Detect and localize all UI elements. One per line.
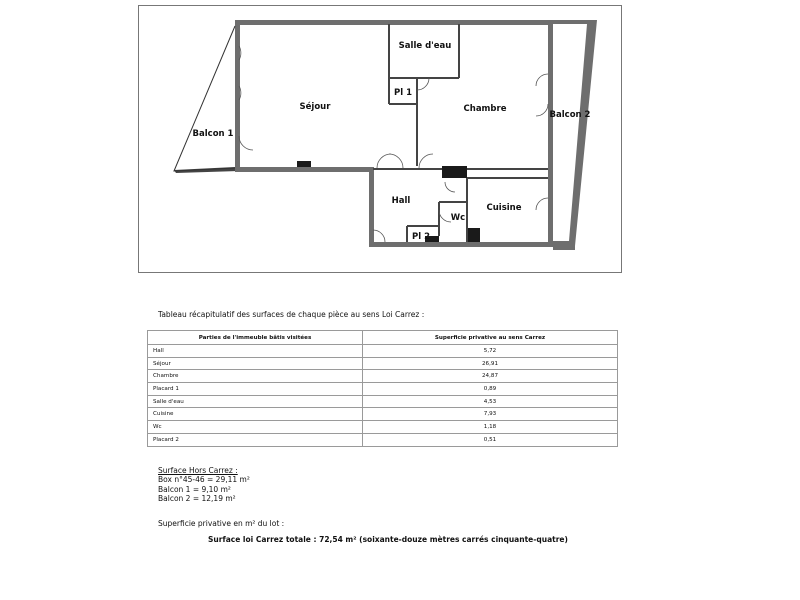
room-name: Chambre — [148, 370, 363, 383]
hors-carrez-line: Balcon 1 = 9,10 m² — [158, 484, 231, 494]
floor-plan — [138, 5, 622, 273]
room-label-balcon2: Balcon 2 — [549, 110, 591, 120]
room-name: Salle d'eau — [148, 395, 363, 408]
room-label-sejour: Séjour — [299, 102, 331, 112]
room-name: Séjour — [148, 357, 363, 370]
table-row — [148, 357, 618, 370]
room-surface: 0,51 — [363, 433, 618, 446]
hors-carrez-section — [158, 466, 250, 503]
room-name: Placard 1 — [148, 383, 363, 396]
table-row — [148, 383, 618, 396]
room-surface: 4,53 — [363, 395, 618, 408]
table-row — [148, 408, 618, 421]
column-header-superficie: Superficie privative au sens Carrez — [363, 331, 618, 345]
table-row — [148, 345, 618, 358]
room-surface: 26,91 — [363, 357, 618, 370]
room-name: Placard 2 — [148, 433, 363, 446]
lot-text: Superficie privative en m² du lot : — [158, 519, 285, 528]
room-label-pl1: Pl 1 — [393, 88, 413, 98]
hors-carrez-line: Balcon 2 = 12,19 m² — [158, 493, 236, 503]
room-name: Wc — [148, 421, 363, 434]
walls — [174, 20, 597, 250]
room-label-salle-deau: Salle d'eau — [398, 41, 452, 51]
hors-carrez-line: Box n°45-46 = 29,11 m² — [158, 475, 250, 485]
room-label-pl2: Pl 2 — [411, 232, 431, 242]
room-name: Cuisine — [148, 408, 363, 421]
room-surface: 24,87 — [363, 370, 618, 383]
total-surface: Surface loi Carrez totale : 72,54 m² (soixante-douze mètres carrés cinquante-quatre) — [208, 535, 568, 544]
room-label-hall: Hall — [391, 196, 411, 206]
table-header-row — [148, 331, 618, 345]
room-name: Hall — [148, 345, 363, 358]
room-surface: 0,89 — [363, 383, 618, 396]
table-row — [148, 433, 618, 446]
room-surface: 5,72 — [363, 345, 618, 358]
room-label-wc: Wc — [450, 213, 466, 223]
room-surface: 1,18 — [363, 421, 618, 434]
intro-text: Tableau récapitulatif des surfaces de chaque pièce au sens Loi Carrez : — [158, 310, 425, 319]
hors-carrez-title: Surface Hors Carrez : — [158, 466, 238, 475]
room-label-balcon1: Balcon 1 — [192, 129, 234, 139]
column-header-parts: Parties de l'immeuble bâtis visitées — [148, 331, 363, 345]
table-row — [148, 395, 618, 408]
interior-walls — [373, 24, 548, 242]
room-label-cuisine: Cuisine — [486, 203, 522, 213]
table-row — [148, 421, 618, 434]
floor-plan-drawing — [139, 6, 623, 274]
room-label-chambre: Chambre — [463, 104, 507, 114]
table-row — [148, 370, 618, 383]
surface-table — [147, 330, 618, 447]
room-surface: 7,93 — [363, 408, 618, 421]
